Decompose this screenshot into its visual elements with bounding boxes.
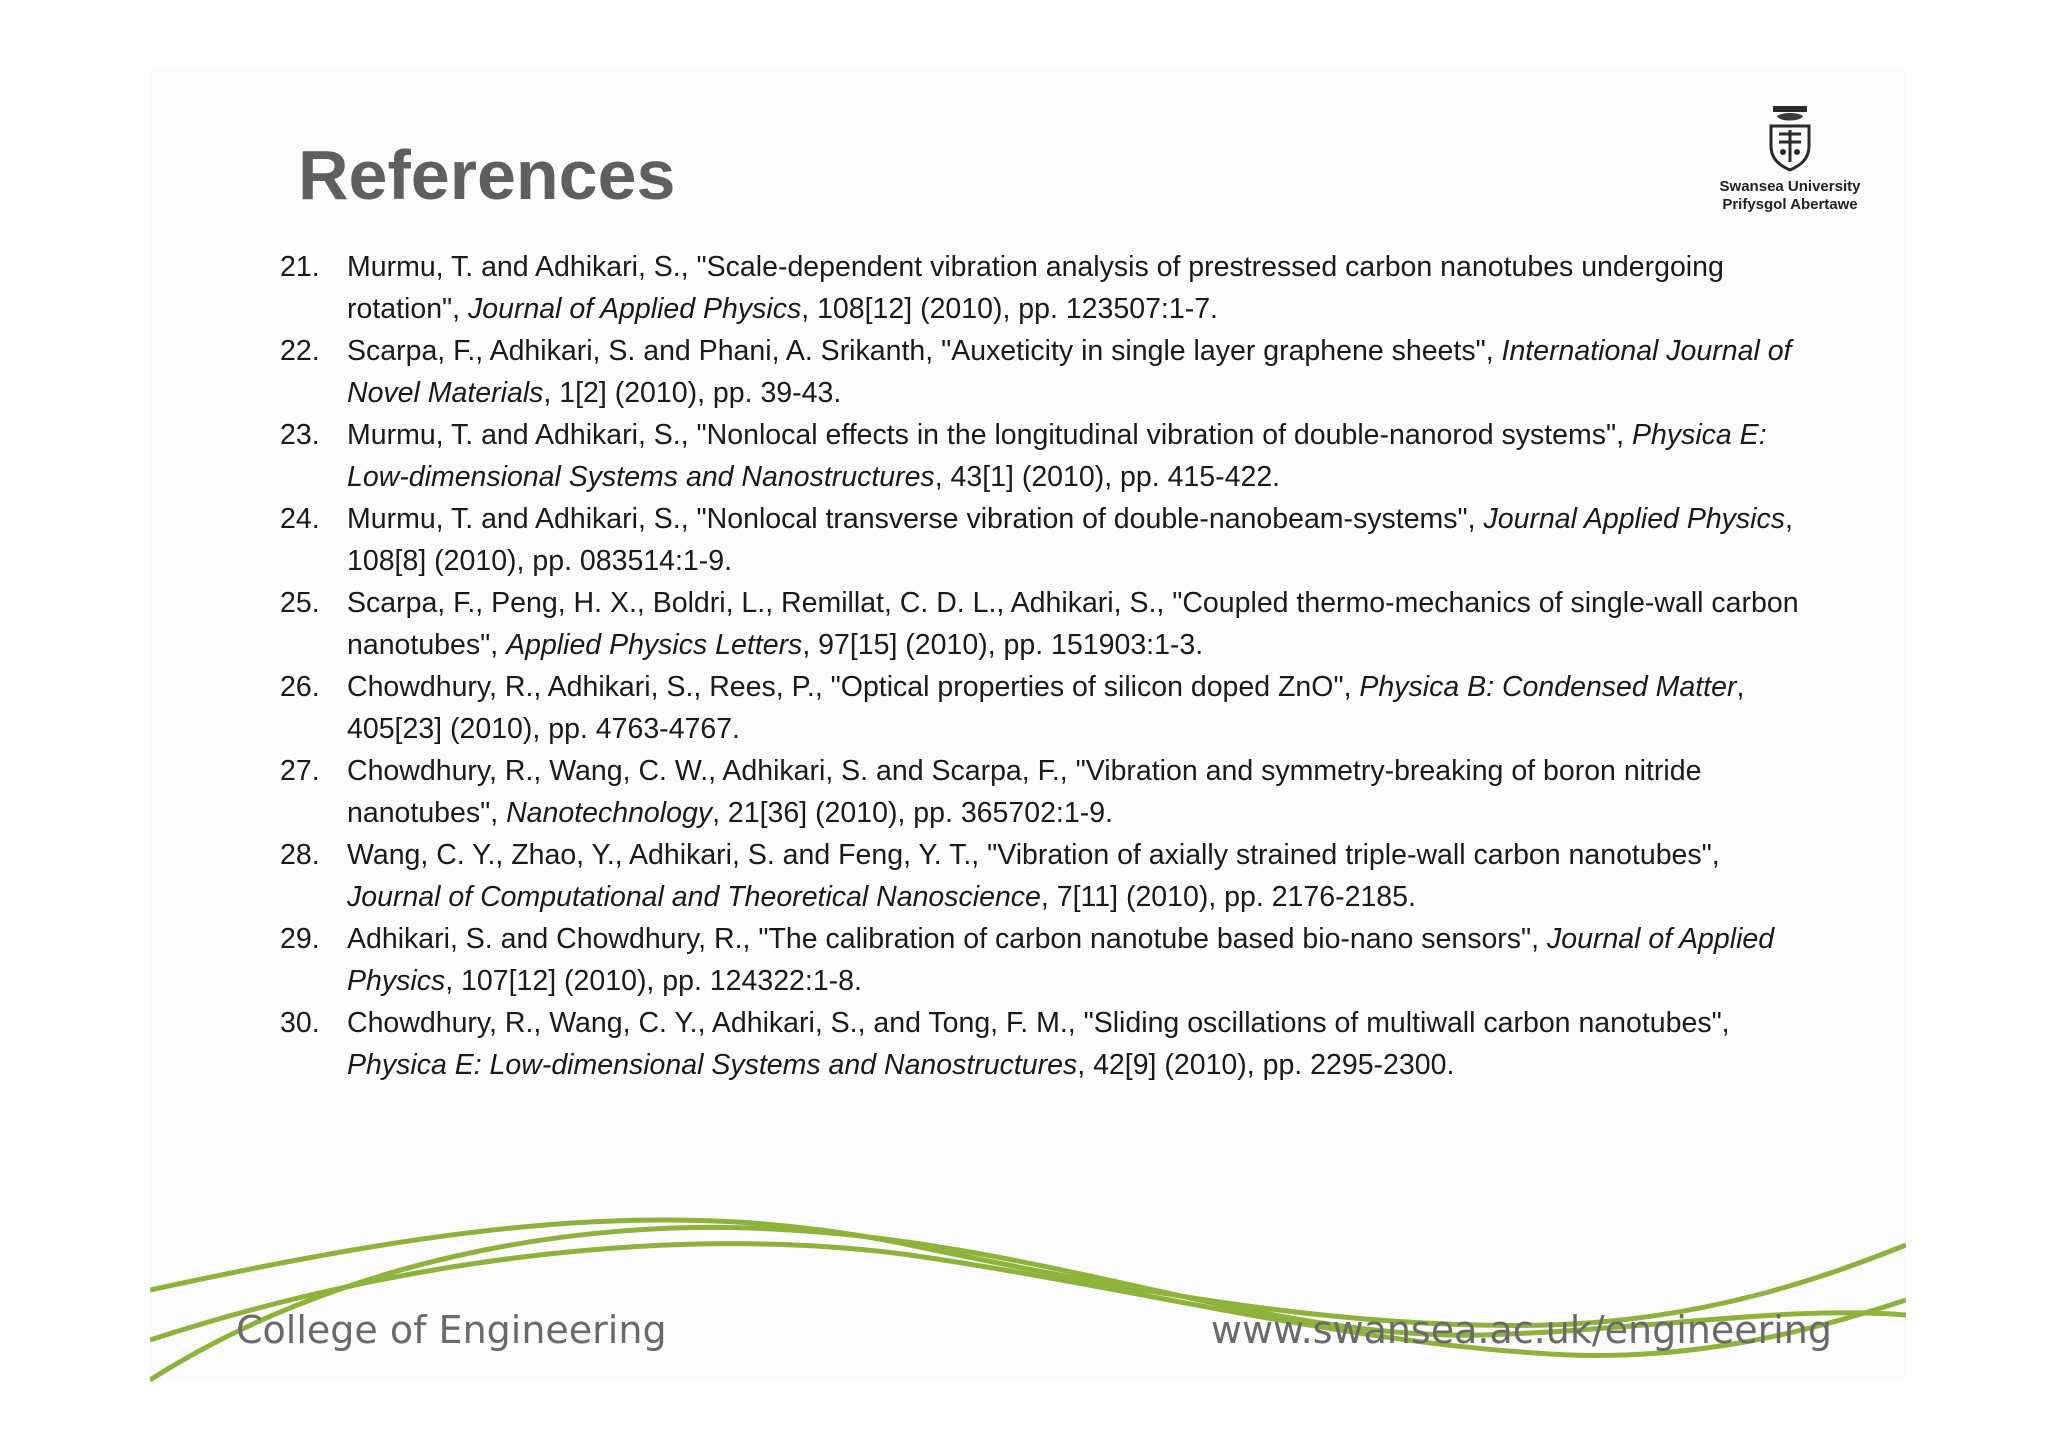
reference-volume-pages: , 107[12] (2010), pp. 124322:1-8. [445,965,862,997]
reference-number: 26. [280,671,320,703]
reference-number: 25. [280,587,320,619]
reference-journal: International Journal of Novel Materials [347,335,1792,409]
reference-volume-pages: , 1[2] (2010), pp. 39-43. [543,377,842,409]
reference-volume-pages: , 108[8] (2010), pp. 083514:1-9. [347,503,1793,577]
reference-journal: Physica E: Low-dimensional Systems and Nanostructures [347,1049,1078,1081]
reference-number: 28. [280,839,320,871]
reference-volume-pages: , 42[9] (2010), pp. 2295-2300. [1077,1049,1455,1081]
reference-authors-title: Wang, C. Y., Zhao, Y., Adhikari, S. and Feng, Y. T., "Vibration of axially strained triple-wall carbon nanotubes", [347,839,1720,871]
reference-authors-title: Murmu, T. and Adhikari, S., "Nonlocal effects in the longitudinal vibration of double-nanorod systems", [347,419,1632,451]
reference-journal: Journal of Applied Physics [468,293,802,325]
reference-volume-pages: , 43[1] (2010), pp. 415-422. [934,461,1281,493]
reference-journal: Applied Physics Letters [506,629,803,661]
reference-journal: Physica E: Low-dimensional Systems and Nanostructures [347,419,1767,493]
reference-journal: Journal of Computational and Theoretical Nanoscience [347,881,1041,913]
reference-journal: Journal Applied Physics [1483,503,1786,535]
reference-authors-title: Chowdhury, R., Wang, C. W., Adhikari, S. and Scarpa, F., "Vibration and symmetry-breaking of boron nitride nanotubes", [347,755,1702,829]
page-title: References [298,136,676,214]
footer-website-link[interactable]: www.swansea.ac.uk/engineering [1210,1308,1832,1352]
reference-volume-pages: , 97[15] (2010), pp. 151903:1-3. [802,629,1204,661]
reference-number: 22. [280,335,320,367]
university-logo [1690,102,1890,214]
reference-number: 29. [280,923,320,955]
reference-number: 27. [280,755,320,787]
reference-volume-pages: , 7[11] (2010), pp. 2176-2185. [1040,881,1416,913]
reference-item [280,750,1820,834]
reference-number: 23. [280,419,320,451]
crest-icon [1763,102,1817,172]
reference-number: 24. [280,503,320,535]
logo-name-welsh: Prifysgol Abertawe [1722,196,1858,213]
reference-authors-title: Chowdhury, R., Adhikari, S., Rees, P., "Optical properties of silicon doped ZnO", [347,671,1360,703]
reference-number: 21. [280,251,320,283]
reference-journal: Journal of Applied Physics [347,923,1775,997]
reference-volume-pages: , 108[12] (2010), pp. 123507:1-7. [801,293,1218,325]
reference-journal: Nanotechnology [506,797,713,829]
reference-item [280,918,1820,1002]
reference-item [280,246,1820,330]
reference-item [280,498,1820,582]
reference-authors-title: Murmu, T. and Adhikari, S., "Nonlocal transverse vibration of double-nanobeam-systems", [347,503,1484,535]
reference-item [280,666,1820,750]
slide [150,70,1906,1380]
logo-name-english: Swansea University [1719,178,1861,195]
reference-authors-title: Scarpa, F., Adhikari, S. and Phani, A. Srikanth, "Auxeticity in single layer graphene sheets", [347,335,1502,367]
reference-volume-pages: , 405[23] (2010), pp. 4763-4767. [347,671,1745,745]
reference-journal: Physica B: Condensed Matter [1359,671,1737,703]
reference-item [280,414,1820,498]
reference-item [280,1002,1820,1086]
reference-authors-title: Chowdhury, R., Wang, C. Y., Adhikari, S., and Tong, F. M., "Sliding oscillations of multiwall carbon nanotubes", [347,1007,1730,1039]
reference-item [280,834,1820,918]
reference-volume-pages: , 21[36] (2010), pp. 365702:1-9. [712,797,1113,829]
reference-authors-title: Scarpa, F., Peng, H. X., Boldri, L., Remillat, C. D. L., Adhikari, S., "Coupled thermo-mechanics of single-wall carbon nanotubes", [347,587,1799,661]
footer-college-name: College of Engineering [236,1308,667,1352]
reference-list [280,246,1820,1086]
reference-authors-title: Adhikari, S. and Chowdhury, R., "The calibration of carbon nanotube based bio-nano sensors", [347,923,1547,955]
reference-number: 30. [280,1007,320,1039]
green-wave-decoration [150,1155,1906,1405]
reference-item [280,330,1820,414]
reference-authors-title: Murmu, T. and Adhikari, S., "Scale-dependent vibration analysis of prestressed carbon nanotubes undergoing rotation", [347,251,1724,325]
reference-item [280,582,1820,666]
